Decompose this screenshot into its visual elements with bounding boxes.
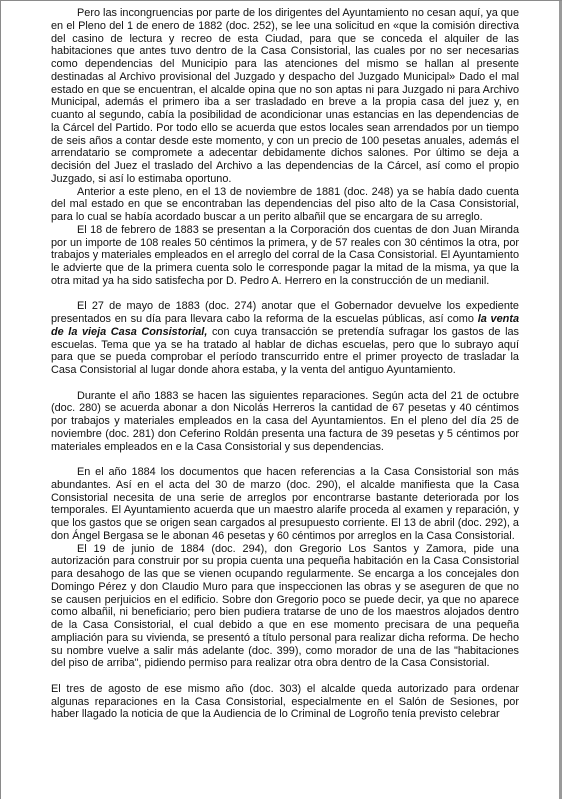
paragraph-text-after: con cuya transacción se pretendía sufragar los gastos de las escuelas. Tema que ya se ha tratado al hablar de dichas escuelas, pero que lo subrayo aquí para que se pueda comprobar el período transcurrido entre el primer proyecto de trasladar la Casa Consistorial al lugar donde ahora estaba, y la venta del antiguo Ayuntamiento. <box>51 325 519 376</box>
paragraph-gap <box>51 377 519 390</box>
paragraph: El tres de agosto de ese mismo año (doc. 303) el alcalde queda autorizado para ordenar algunas reparaciones en la Casa Consistorial, especialmente en el Salón de Sesiones, por haber llagado la noticia de que la Audiencia de lo Criminal de Logroño tenía previsto celebrar <box>51 682 519 721</box>
paragraph: El 19 de junio de 1884 (doc. 294), don Gregorio Los Santos y Zamora, pide una autorización para construir por su propia cuenta una pequeña habitación en la Casa Consistorial para desahogo de las que se vienen ocupando regularmente. Se encarga a los concejales don Domingo Pérez y don Claudio Muro para que inspeccionen las obras y se aseguren de que no se causen perjuicios en el edificio. Sobre don Gregorio poco se puede decir, ya que no aparece como albañil, ni beneficiario; pero bien pudiera tratarse de uno de los maestros alojados dentro de la Casa Consistorial, el cual debido a que en ese momento precisara de una pequeña ampliación para su vivienda, se presentó a título personal para realizar dicha reforma. De hecho su nombre vuelve a salir más adelante (doc. 399), como morador de una de las "habitaciones del piso de arriba", pidiendo permiso para realizar otra obra dentro de la Casa Consistorial. <box>51 542 519 670</box>
paragraph-gap <box>51 670 519 683</box>
paragraph-text-before: El 27 de mayo de 1883 (doc. 274) anotar que el Gobernador devuelve los expediente presentados en su día para llevara cabo la reforma de la escuelas públicas, así como <box>51 300 519 325</box>
paragraph: Pero las incongruencias por parte de los dirigentes del Ayuntamiento no cesan aquí, ya que en el Pleno del 1 de enero de 1882 (doc. 252), se lee una solicitud en «que la comisión directiva del casino de lectura y recreo de esta Ciudad, para que se conceda el alquiler de las habitaciones que antes tuvo dentro de la Casa Consistorial, las cuales por no ser necesarias como dependencias del Municipio para las atenciones del mismo se hallan al presente destinadas al Archivo provisional del Juzgado y despacho del Juzgado Municipal» Dado el mal estado en que se encuentran, el alcalde opina que no son aptas ni para Juzgado ni para Archivo Municipal, además el primero iba a ser trasladado en breve a la propia casa del juez y, en cuanto al segundo, cabía la posibilidad de acondicionar unas estancias en las dependencias de la Cárcel del Partido. Por todo ello se acuerda que estos locales sean arrendados por un tiempo de seis años a contar desde este momento, y con un precio de 100 pesetas anuales, además el arrendatario se compromete a adecentar debidamente dichos salones. Por último se deja a decisión del Juez el traslado del Archivo a las dependencias de la Cárcel, así como el propio Juzgado, si así lo estimaba oportuno. <box>51 7 519 185</box>
paragraph: El 18 de febrero de 1883 se presentan a la Corporación dos cuentas de don Juan Miranda por un importe de 108 reales 50 céntimos la primera, y de 57 reales con 30 céntimos la otra, por trabajos y materiales empleados en el arreglo del corral de la Casa Consistorial. El Ayuntamiento le advierte que de la primera cuenta solo le corresponde pagar la mitad de la misma, ya que la otra mitad ya ha sido satisfecha por D. Pedro A. Herrero en la construcción de un medianil. <box>51 223 519 287</box>
paragraph-gap <box>51 453 519 466</box>
emphasized-phrase: la venta de la vieja Casa Consistorial, <box>51 313 520 338</box>
paragraph <box>51 300 519 377</box>
paragraph: Anterior a este pleno, en el 13 de noviembre de 1881 (doc. 248) ya se había dado cuenta del mal estado en que se encontraban las dependencias del piso alto de la Casa Consistorial, para lo cual se había acordado buscar a un perito albañil que se encargara de su arreglo. <box>51 185 519 223</box>
paragraph: Durante el año 1883 se hacen las siguientes reparaciones. Según acta del 21 de octubre (doc. 280) se acuerda abonar a don Nicolás Herreros la cantidad de 67 pesetas y 40 céntimos por trabajos y materiales empleados en la casa del Ayuntamientos. En el pleno del día 25 de noviembre (doc. 281) don Ceferino Roldán presenta una factura de 39 pesetas y 5 céntimos por materiales empleados en e la Casa Consistorial y sus dependencias. <box>51 389 519 453</box>
document-body <box>51 7 519 721</box>
paragraph-gap <box>51 288 519 301</box>
paragraph: En el año 1884 los documentos que hacen referencias a la Casa Consistorial son más abundantes. Así en el acta del 30 de marzo (doc. 290), el alcalde manifiesta que la Casa Consistorial necesita de una serie de arreglos por encontrarse bastante deteriorada por los temporales. El Ayuntamiento acuerda que un maestro alarife proceda al examen y reparación, y que los gastos que se origen sean cargados al presupuesto corriente. El 13 de abril (doc. 292), a don Ángel Bergasa se le abonan 46 pesetas y 60 céntimos por arreglos en la Casa Consistorial. <box>51 466 519 542</box>
